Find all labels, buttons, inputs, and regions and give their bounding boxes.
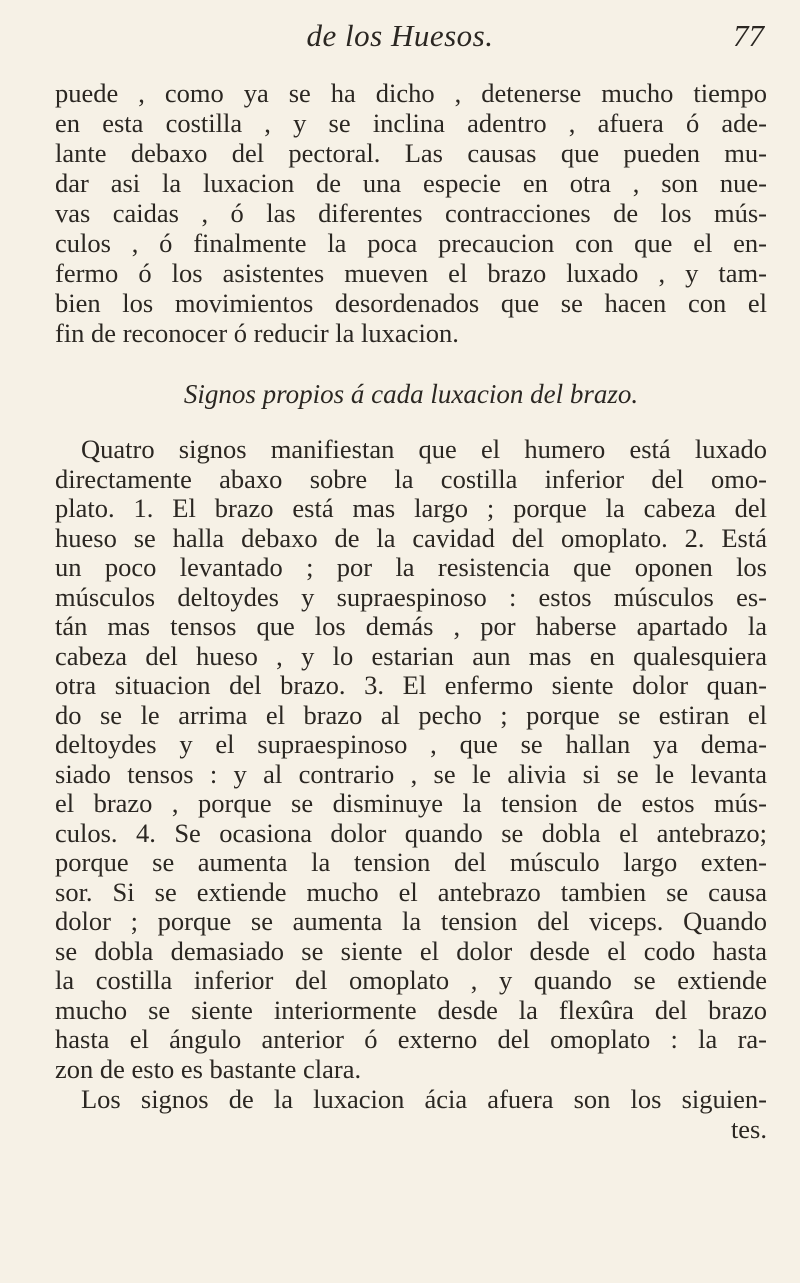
paragraph-3 bbox=[55, 1085, 767, 1144]
catchword: tes. bbox=[730, 1113, 767, 1144]
text-line: lante debaxo del pectoral. Las causas que pueden mu- bbox=[55, 138, 767, 168]
text-line: culos , ó finalmente la poca precaucion con que el en- bbox=[55, 228, 767, 258]
paragraph-2 bbox=[55, 435, 767, 1084]
text-line: sor. Si se extiende mucho el antebrazo tambien se causa bbox=[55, 876, 767, 907]
paragraph-1 bbox=[55, 78, 767, 348]
text-line: la costilla inferior del omoplato , y quando se extiende bbox=[55, 965, 767, 995]
text-line: puede , como ya se ha dicho , detenerse mucho tiempo bbox=[55, 78, 767, 108]
text-line: dar asi la luxacion de una especie en otra , son nue- bbox=[55, 168, 767, 198]
text-line: Quatro signos manifiestan que el humero está luxado bbox=[81, 434, 767, 464]
text-line: el brazo , porque se disminuye la tension de estos mús- bbox=[55, 788, 767, 818]
text-line: vas caidas , ó las diferentes contracciones de los mús- bbox=[55, 198, 767, 228]
text-line: cabeza del hueso , y lo estarian aun mas en qualesquiera bbox=[55, 640, 767, 671]
text-line: fin de reconocer ó reducir la luxacion. bbox=[55, 318, 459, 348]
text-line: siado tensos : y al contrario , se le alivia si se le levanta bbox=[55, 758, 767, 789]
section-heading: Signos propios á cada luxacion del brazo. bbox=[183, 379, 639, 409]
text-line: tán mas tensos que los demás , por haberse apartado la bbox=[55, 611, 767, 641]
text-line: Los signos de la luxacion ácia afuera son los siguien- bbox=[81, 1084, 767, 1114]
text-line: otra situacion del brazo. 3. El enfermo siente dolor quan- bbox=[55, 670, 767, 700]
text-line: músculos deltoydes y supraespinoso : estos músculos es- bbox=[55, 581, 767, 612]
running-head bbox=[0, 14, 800, 58]
text-line: porque se aumenta la tension del músculo largo exten- bbox=[55, 847, 767, 877]
text-line: hasta el ángulo anterior ó externo del omoplato : la ra- bbox=[55, 1024, 767, 1054]
text-line: deltoydes y el supraespinoso , que se hallan ya dema- bbox=[55, 729, 767, 759]
text-line: zon de esto es bastante clara. bbox=[55, 1053, 362, 1084]
text-line: en esta costilla , y se inclina adentro , afuera ó ade- bbox=[55, 108, 767, 138]
running-title: de los Huesos. bbox=[306, 18, 494, 53]
text-line: se dobla demasiado se siente el dolor desde el codo hasta bbox=[55, 935, 767, 966]
text-line: bien los movimientos desordenados que se hacen con el bbox=[55, 288, 767, 318]
text-line: fermo ó los asistentes mueven el brazo luxado , y tam- bbox=[55, 258, 767, 288]
text-line: mucho se siente interiormente desde la flexûra del brazo bbox=[55, 994, 767, 1025]
body-text bbox=[55, 78, 767, 1144]
page-number: 77 bbox=[733, 18, 764, 53]
text-line: directamente abaxo sobre la costilla inferior del omo- bbox=[55, 463, 767, 494]
text-line: culos. 4. Se ocasiona dolor quando se dobla el antebrazo; bbox=[55, 817, 767, 848]
text-line: plato. 1. El brazo está mas largo ; porque la cabeza del bbox=[55, 493, 767, 523]
text-line: do se le arrima el brazo al pecho ; porque se estiran el bbox=[55, 699, 767, 730]
text-line: un poco levantado ; por la resistencia que oponen los bbox=[55, 552, 767, 582]
text-line: hueso se halla debaxo de la cavidad del omoplato. 2. Está bbox=[55, 522, 767, 553]
text-line: dolor ; porque se aumenta la tension del viceps. Quando bbox=[55, 906, 767, 936]
